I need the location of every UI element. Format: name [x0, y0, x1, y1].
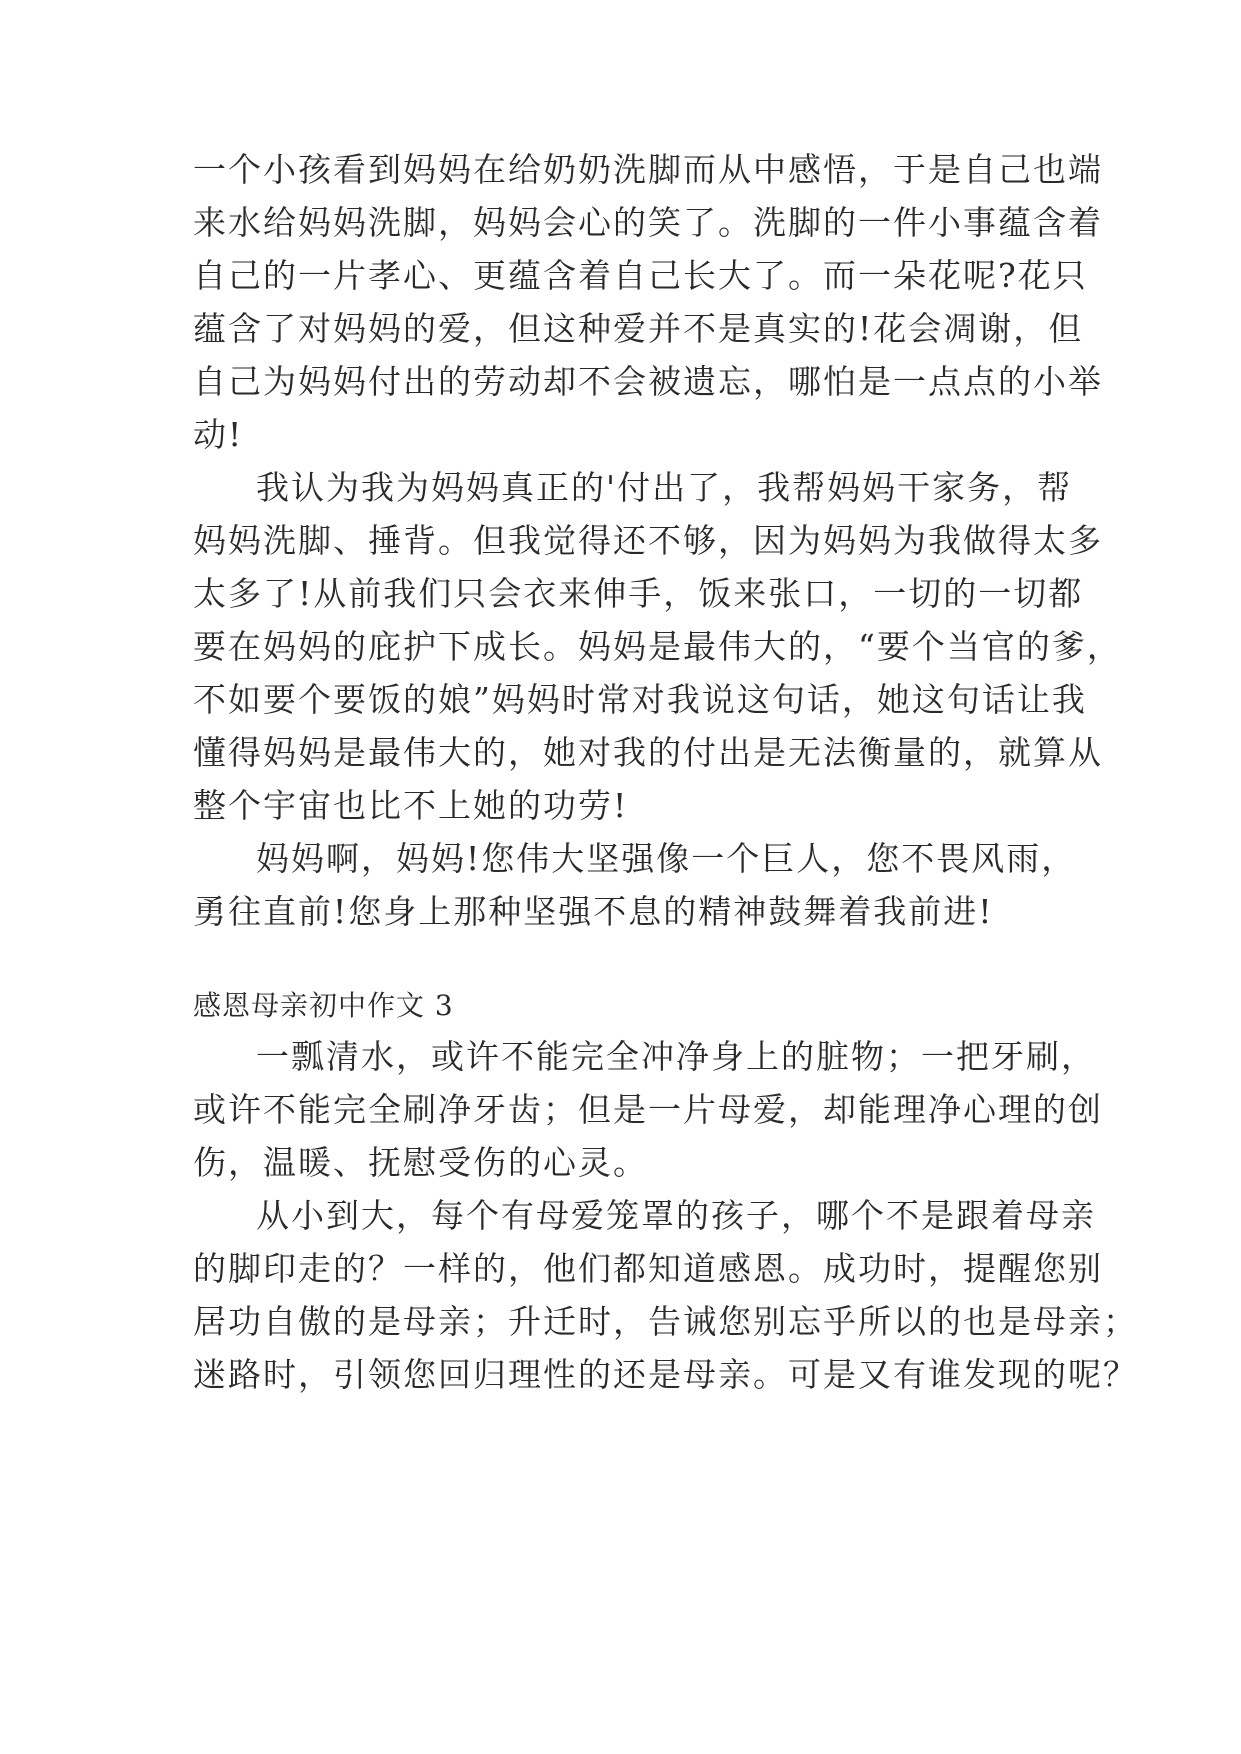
paragraph-1-line-3: 自己的一片孝心、更蕴含着自己长大了。而一朵花呢?花只: [193, 256, 1088, 295]
paragraph-2-line-7: 整个宇宙也比不上她的功劳!: [193, 786, 629, 825]
paragraph-5-line-2: 的脚印走的？一样的，他们都知道感恩。成功时，提醒您别: [193, 1249, 1103, 1288]
paragraph-2-line-3: 太多了!从前我们只会衣来伸手，饭来张口，一切的一切都: [193, 574, 1084, 613]
paragraph-5-line-1: 从小到大，每个有母爱笼罩的孩子，哪个不是跟着母亲: [256, 1196, 1096, 1235]
paragraph-1-line-6: 动!: [193, 415, 244, 454]
paragraph-5-line-4: 迷路时，引领您回归理性的还是母亲。可是又有谁发现的呢？: [193, 1355, 1138, 1394]
paragraph-1-line-4: 蕴含了对妈妈的爱，但这种爱并不是真实的!花会凋谢，但: [193, 309, 1084, 348]
paragraph-4-line-2: 或许不能完全刷净牙齿；但是一片母爱，却能理净心理的创: [193, 1090, 1103, 1129]
paragraph-2-line-1: 我认为我为妈妈真正的'付出了，我帮妈妈干家务，帮: [256, 468, 1073, 507]
paragraph-3-line-2: 勇往直前!您身上那种坚强不息的精神鼓舞着我前进!: [193, 892, 994, 931]
paragraph-2-line-2: 妈妈洗脚、捶背。但我觉得还不够，因为妈妈为我做得太多: [193, 521, 1103, 560]
paragraph-2-line-5: 不如要个要饭的娘”妈妈时常对我说这句话，她这句话让我: [193, 680, 1087, 719]
paragraph-2-line-4: 要在妈妈的庇护下成长。妈妈是最伟大的，“要个当官的爹，: [193, 627, 1122, 666]
paragraph-2-line-6: 懂得妈妈是最伟大的，她对我的付出是无法衡量的，就算从: [193, 733, 1103, 772]
paragraph-4-line-3: 伤，温暖、抚慰受伤的心灵。: [193, 1143, 648, 1182]
paragraph-1-line-1: 一个小孩看到妈妈在给奶奶洗脚而从中感悟，于是自己也端: [193, 150, 1103, 189]
paragraph-5-line-3: 居功自傲的是母亲；升迁时，告诫您别忘乎所以的也是母亲；: [193, 1302, 1138, 1341]
paragraph-3-line-1: 妈妈啊，妈妈!您伟大坚强像一个巨人，您不畏风雨，: [256, 839, 1077, 878]
paragraph-4-line-1: 一瓢清水，或许不能完全冲净身上的脏物；一把牙刷，: [256, 1037, 1096, 1076]
paragraph-1-line-5: 自己为妈妈付出的劳动却不会被遗忘，哪怕是一点点的小举: [193, 362, 1103, 401]
section-heading: 感恩母亲初中作文 3: [193, 989, 454, 1022]
paragraph-1-line-2: 来水给妈妈洗脚，妈妈会心的笑了。洗脚的一件小事蕴含着: [193, 203, 1103, 242]
